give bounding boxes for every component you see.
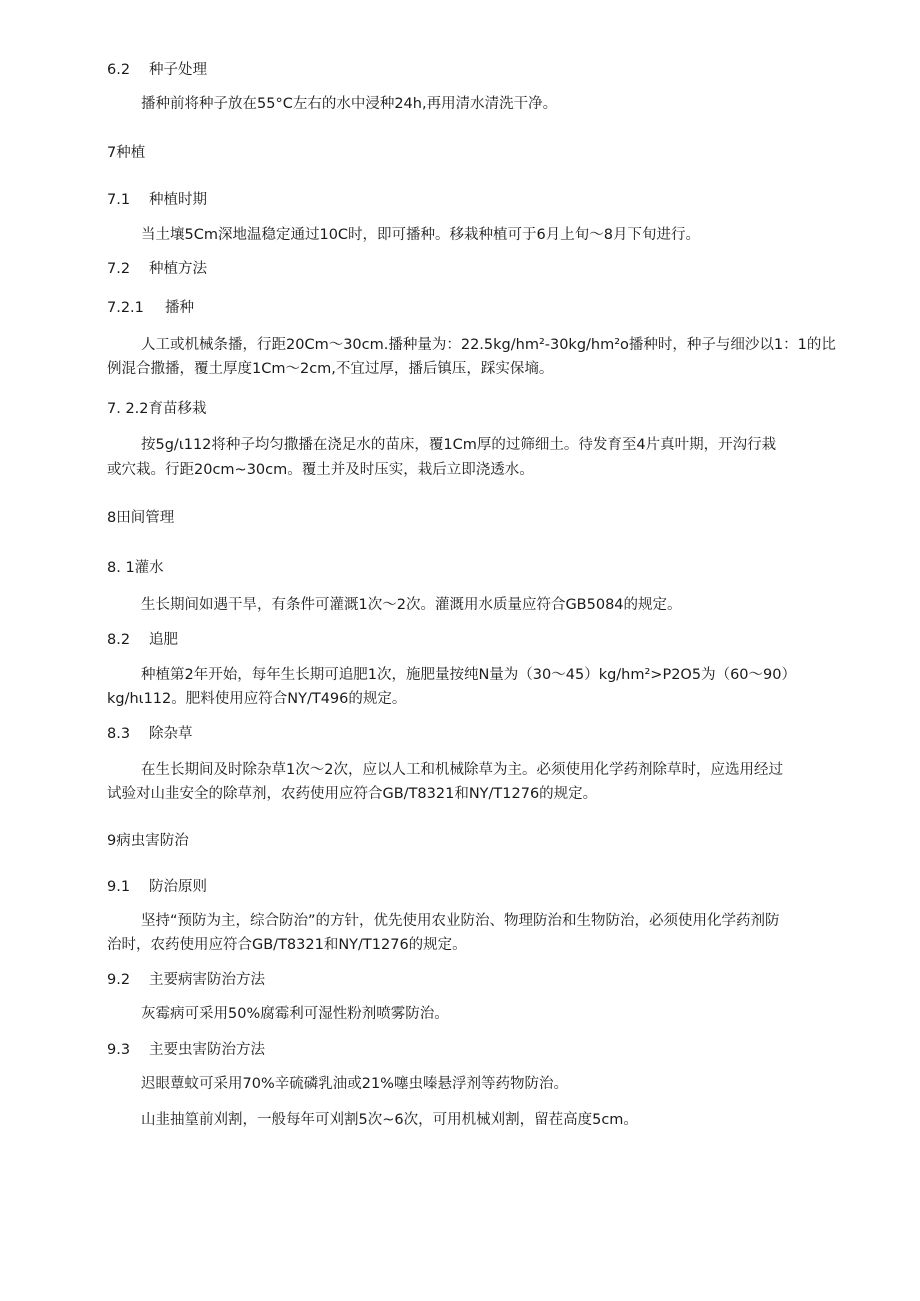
section-heading: 7. 2.2育苗移栽	[107, 401, 207, 417]
paragraph-line: 试验对山韭安全的除草剂，农药使用应符合GB/T8321和NY/T1276的规定。	[107, 786, 598, 802]
section-heading: 种植方法	[149, 261, 207, 277]
chapter-heading: 9病虫害防治	[107, 833, 189, 849]
section-heading: 8. 1灌水	[107, 560, 164, 576]
section-heading: 主要虫害防治方法	[149, 1042, 265, 1058]
section-number: 8.2	[107, 632, 131, 648]
paragraph-line: 例混合撒播，覆土厚度1Cm～2cm,不宜过厚，播后镇压，踩实保墒。	[107, 361, 554, 377]
section-number: 7.1	[107, 192, 131, 208]
paragraph-line: 在生长期间及时除杂草1次～2次，应以人工和机械除草为主。必须使用化学药剂除草时，应选用经过	[141, 762, 783, 778]
paragraph-line: 人工或机械条播，行距20Cm～30cm.播种量为：22.5kg∕hm²-30kg∕hm²o播种时，种子与细沙以1：1的比	[141, 337, 836, 353]
section-number: 9.1	[107, 879, 131, 895]
paragraph-line: 迟眼蕈蚊可采用70%辛硫磷乳油或21%噻虫嗪悬浮剂等药物防治。	[141, 1076, 568, 1092]
paragraph-line: 灰霉病可采用50%腐霉利可湿性粉剂喷雾防治。	[141, 1006, 449, 1022]
paragraph-line: 按5g∕ι112将种子均匀撒播在浇足水的苗床，覆1Cm厚的过筛细土。待发育至4片真叶期，开沟行栽	[141, 437, 777, 453]
paragraph-line: 或穴栽。行距20cm~30cm。覆土并及时压实，栽后立即浇透水。	[107, 462, 534, 478]
paragraph-line: 治时，农药使用应符合GB/T8321和NY/T1276的规定。	[107, 937, 467, 953]
section-heading: 主要病害防治方法	[149, 972, 265, 988]
chapter-heading: 8田间管理	[107, 510, 175, 526]
paragraph-line: 生长期间如遇干旱，有条件可灌溉1次～2次。灌溉用水质量应符合GB5084的规定。	[141, 597, 682, 613]
section-heading: 种子处理	[149, 62, 207, 78]
paragraph-line: 种植第2年开始，每年生长期可追肥1次，施肥量按纯N量为（30～45）kg∕hm²>P2O5为（60～90）	[141, 667, 796, 683]
paragraph-line: 坚持“预防为主，综合防治”的方针，优先使用农业防治、物理防治和生物防治，必须使用化学药剂防	[141, 913, 780, 929]
chapter-heading: 7种植	[107, 145, 146, 161]
section-number: 9.3	[107, 1042, 131, 1058]
paragraph-line: kg∕hι112。肥料使用应符合NY/T496的规定。	[107, 691, 407, 707]
section-heading: 追肥	[149, 632, 178, 648]
section-heading: 除杂草	[149, 726, 193, 742]
section-number: 7.2	[107, 261, 131, 277]
section-heading: 播种	[165, 300, 194, 316]
section-number: 8.3	[107, 726, 131, 742]
paragraph-line: 播种前将种子放在55°C左右的水中浸种24h,再用清水清洗干净。	[141, 96, 558, 112]
section-number: 6.2	[107, 62, 131, 78]
paragraph-line: 当土壤5Cm深地温稳定通过10C时，即可播种。移栽种植可于6月上旬～8月下旬进行。	[141, 227, 700, 243]
section-number: 7.2.1	[107, 300, 144, 316]
section-heading: 防治原则	[149, 879, 207, 895]
paragraph-line: 山韭抽篁前刈割，一般每年可刈割5次~6次，可用机械刈割，留茬高度5cm。	[141, 1112, 638, 1128]
section-heading: 种植时期	[149, 192, 207, 208]
section-number: 9.2	[107, 972, 131, 988]
